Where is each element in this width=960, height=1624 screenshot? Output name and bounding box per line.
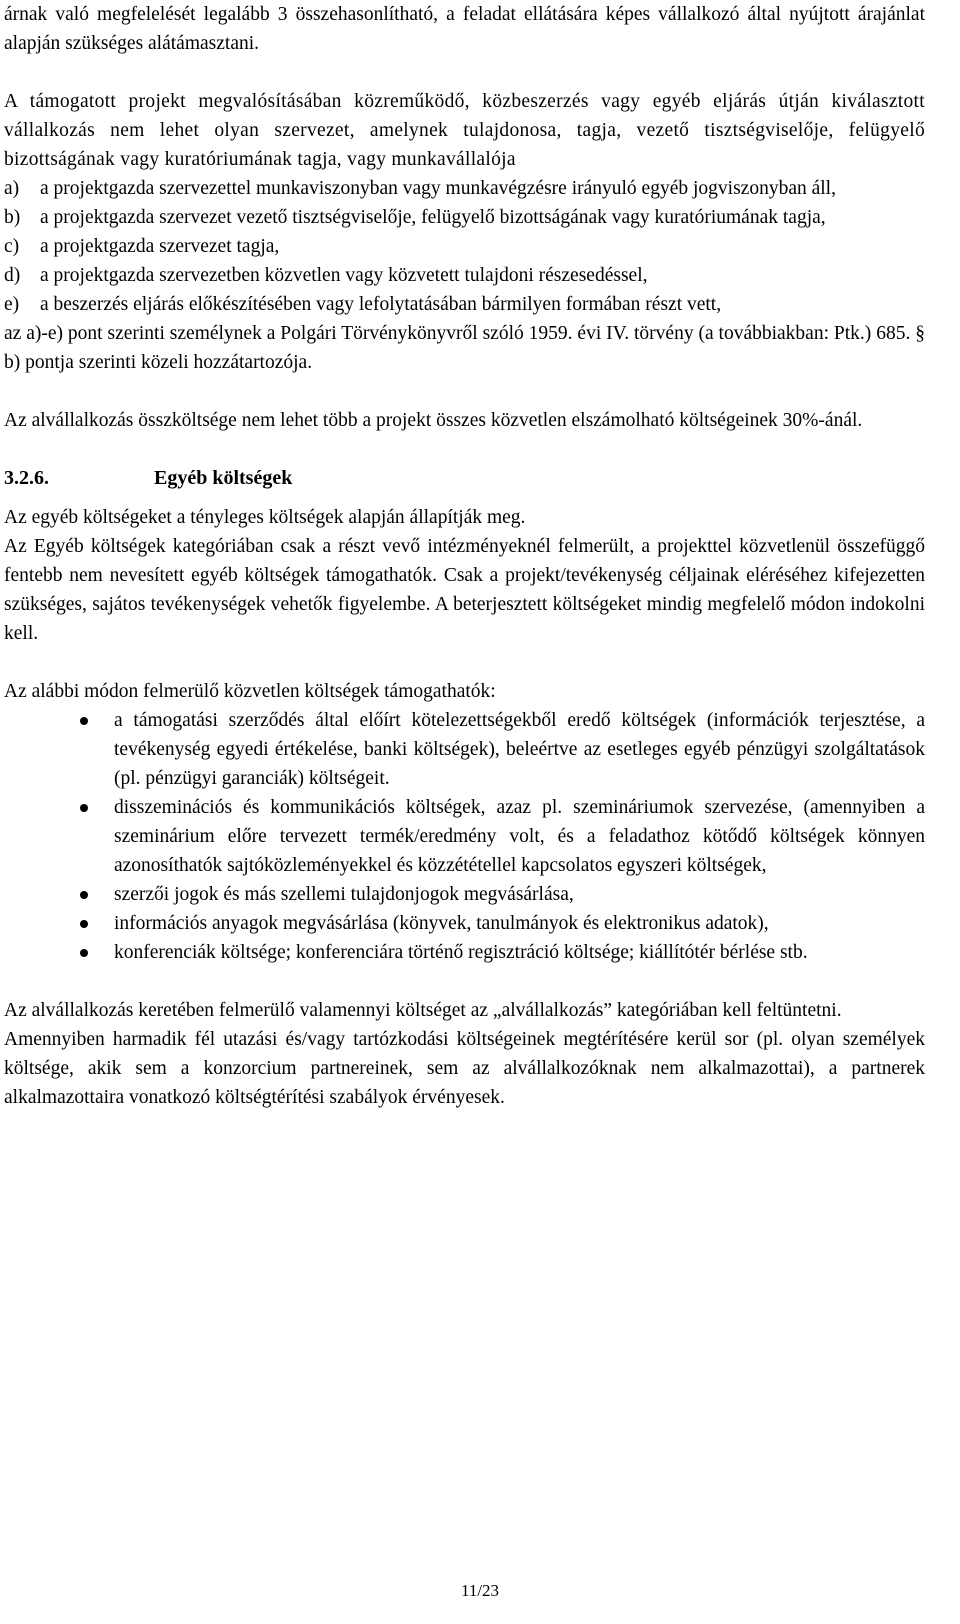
subcontract-closing: az a)-e) pont szerinti személynek a Polgári Törvénykönyvről szóló 1959. évi IV. törvény (a továbbiakban: Ptk.) 685. § b) pontja szerinti közeli hozzátartozója. (4, 323, 925, 373)
list-item (4, 174, 925, 203)
section-title: Egyéb költségek (154, 467, 293, 489)
spacer (4, 967, 925, 996)
section-number: 3.2.6. (4, 467, 49, 489)
bullet-text: szerzői jogok és más szellemi tulajdonjogok megvásárlása, (114, 884, 574, 905)
spacer (4, 648, 925, 677)
subcontract-lead: A támogatott projekt megvalósításában közreműködő, közbeszerzés vagy egyéb eljárás útján kiválasztott vállalkozás nem lehet olyan szervezet, amelynek tulajdonosa, tagja, vezető tisztségviselője, felügyelő bizottságának vagy kuratóriumának tagja, vagy munkavállalója (4, 91, 925, 170)
bullet-item (4, 793, 925, 880)
spacer (4, 58, 925, 87)
list-item (4, 232, 925, 261)
bullet-text: disszeminációs és kommunikációs költségek, azaz pl. szemináriumok szervezése, (amennyiben a szeminárium előre tervezett termék/eredmény volt, és a feladathoz kötődő költségek könnyen azonosíthatók sajtóközleményekkel és közzététellel kapcsolatos egyszeri költségek, (114, 797, 925, 876)
bullet-icon (4, 909, 114, 938)
section-heading (4, 464, 925, 493)
bullet-text: a támogatási szerződés által előírt kötelezettségekből eredő költségek (információk terjesztése, a tevékenység egyedi értékelése, banki költségek), beleértve az esetleges egyéb pénzügyi szolgáltatások (pl. pénzügyi garanciák) költségeit. (114, 710, 925, 789)
closing-paragraph-1: Az alvállalkozás keretében felmerülő valamennyi költséget az „alvállalkozás” kategóriában kell feltüntetni. (4, 1000, 842, 1021)
item-text: a projektgazda szervezettel munkaviszonyban vagy munkavégzésre irányuló egyéb jogviszonyban áll, (40, 178, 836, 199)
bullet-item (4, 938, 925, 967)
subcontract-cost-paragraph: Az alvállalkozás összköltsége nem lehet több a projekt összes közvetlen elszámolható költségeinek 30%-ánál. (4, 410, 863, 431)
item-text: a projektgazda szervezet vezető tisztségviselője, felügyelő bizottságának vagy kuratóriumának tagja, (40, 207, 826, 228)
other-costs-paragraph-2: Az Egyéb költségek kategóriában csak a részt vevő intézményeknél felmerült, a projekttel közvetlenül összefüggő fentebb nem nevesített egyéb költségek támogathatók. Csak a projekt/tevékenység céljainak eléréséhez kifejezetten szükséges, sajátos tevékenységek vehetők figyelembe. A beterjesztett költségeket mindig megfelelő módon indokolni kell. (4, 536, 925, 644)
direct-costs-list (4, 706, 925, 967)
list-item (4, 203, 925, 232)
bullet-item (4, 706, 925, 793)
item-label: e) (4, 294, 20, 315)
bullet-icon (4, 880, 114, 909)
direct-costs-lead: Az alábbi módon felmerülő közvetlen költségek támogathatók: (4, 681, 496, 702)
item-label: c) (4, 236, 20, 257)
list-item (4, 261, 925, 290)
page-number: 11/23 (460, 1581, 500, 1600)
bullet-icon (4, 706, 114, 793)
list-item (4, 290, 925, 319)
bullet-item (4, 880, 925, 909)
item-label: b) (4, 207, 21, 228)
item-text: a projektgazda szervezet tagja, (40, 236, 280, 257)
other-costs-paragraph-1: Az egyéb költségeket a tényleges költségek alapján állapítják meg. (4, 507, 526, 528)
bullet-text: konferenciák költsége; konferenciára történő regisztráció költsége; kiállítótér bérlése stb. (114, 942, 808, 963)
item-text: a beszerzés eljárás előkészítésében vagy lefolytatásában bármilyen formában részt vett, (40, 294, 722, 315)
item-text: a projektgazda szervezetben közvetlen vagy közvetett tulajdoni részesedéssel, (40, 265, 648, 286)
bullet-item (4, 909, 925, 938)
bullet-text: információs anyagok megvásárlása (könyvek, tanulmányok és elektronikus adatok), (114, 913, 769, 934)
document-page (4, 0, 925, 1112)
closing-paragraph-2: Amennyiben harmadik fél utazási és/vagy tartózkodási költségeinek megtérítésére kerül sor (pl. olyan személyek költsége, akik sem a konzorcium partnereinek, sem az alvállalkozóknak nem alkalmazottai), a partnerek alkalmazottaira vonatkozó költségtérítési szabályok érvényesek. (4, 1029, 925, 1108)
spacer (4, 377, 925, 406)
subcontract-conditions-list (4, 174, 925, 319)
item-label: a) (4, 178, 20, 199)
bullet-icon (4, 793, 114, 880)
intro-paragraph: árnak való megfelelését legalább 3 összehasonlítható, a feladat ellátására képes vállalkozó által nyújtott árajánlat alapján szükséges alátámasztani. (4, 4, 925, 54)
bullet-icon (4, 938, 114, 967)
item-label: d) (4, 265, 21, 286)
